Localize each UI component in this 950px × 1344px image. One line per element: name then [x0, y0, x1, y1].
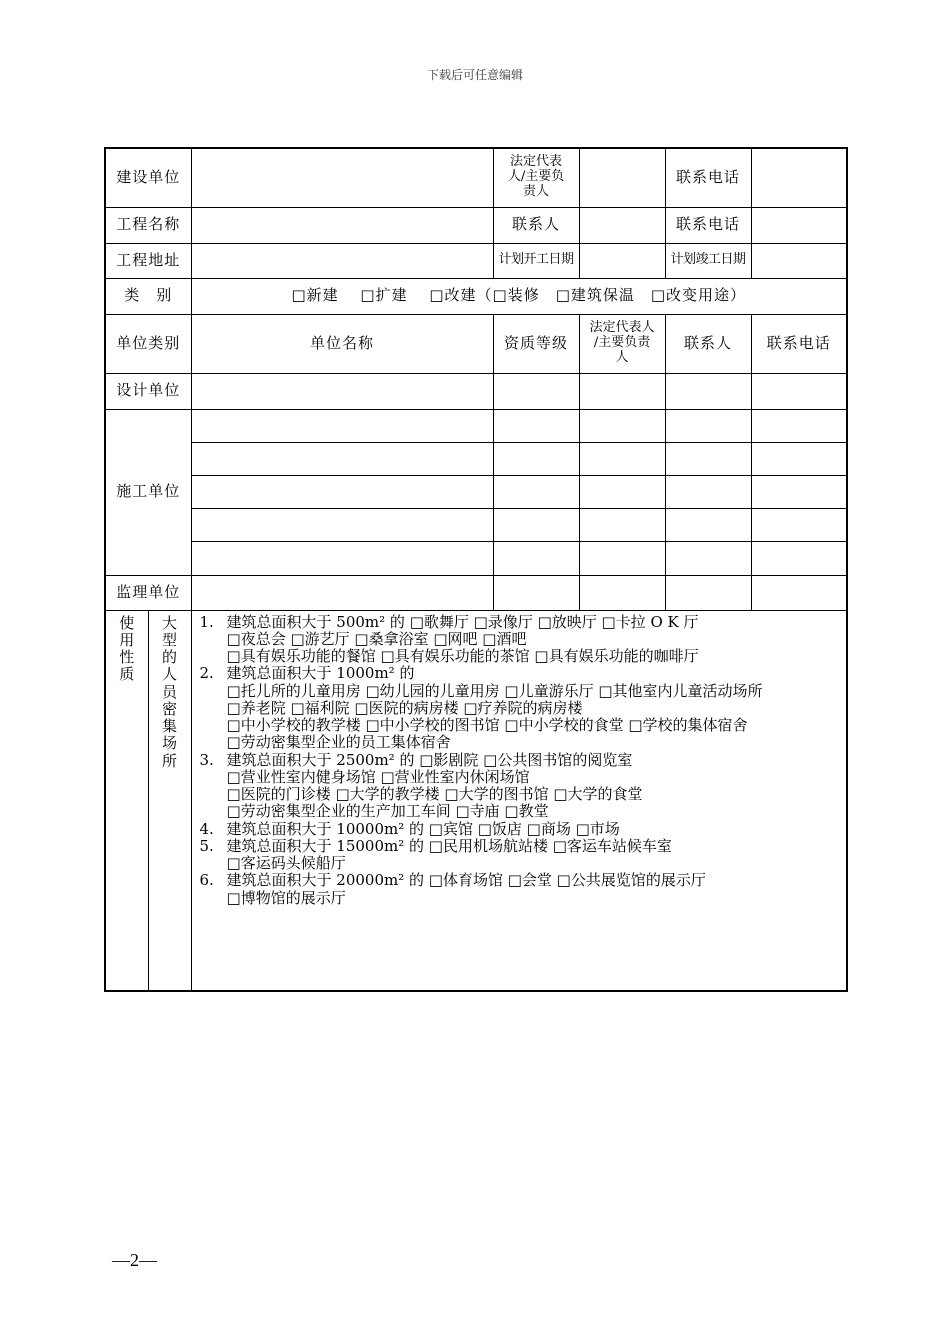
contractor-contact-field[interactable]	[665, 442, 751, 475]
label-category: 类 别	[105, 278, 191, 314]
label-phone-2: 联系电话	[665, 207, 751, 243]
row-design-unit	[105, 373, 847, 409]
supervision-unit-qualification-field[interactable]	[493, 575, 579, 610]
usage-nature-char: 性	[119, 648, 135, 666]
label-design-unit: 设计单位	[105, 373, 191, 409]
usage-options[interactable]	[191, 610, 847, 991]
usage-line-text: □中小学校的教学楼 □中小学校的图书馆 □中小学校的食堂 □学校的集体宿舍	[226, 716, 748, 734]
contractor-contact-field[interactable]	[665, 409, 751, 442]
crowded-places-char: 密	[162, 699, 178, 718]
usage-line-number: 3.	[199, 750, 214, 769]
row-usage-nature	[105, 610, 847, 991]
usage-nature-char: 用	[119, 630, 135, 649]
crowded-places-char: 的	[162, 648, 178, 666]
row-project-address	[105, 243, 847, 278]
contractor-legal-rep-field[interactable]	[579, 475, 665, 508]
usage-line[interactable]	[200, 631, 847, 648]
design-unit-qualification-field[interactable]	[493, 373, 579, 409]
usage-line[interactable]	[200, 786, 847, 803]
page-number: —2—	[112, 1250, 157, 1270]
usage-line[interactable]	[200, 665, 847, 682]
usage-nature-char: 使	[119, 613, 135, 632]
usage-line-number: 6.	[199, 871, 214, 890]
design-unit-legal-rep-field[interactable]	[579, 373, 665, 409]
design-unit-contact-field[interactable]	[665, 373, 751, 409]
usage-line-text: □客运码头候船厅	[226, 854, 346, 872]
header-note: 下载后可任意编辑	[426, 68, 523, 82]
row-contractor-4	[105, 508, 847, 541]
usage-line-text: □夜总会 □游艺厅 □桑拿浴室 □网吧 □酒吧	[226, 629, 527, 648]
crowded-places-char: 员	[162, 682, 178, 701]
contractor-phone-field[interactable]	[751, 409, 847, 442]
planned-finish-field[interactable]	[751, 243, 847, 278]
usage-line[interactable]	[200, 838, 847, 855]
usage-line[interactable]	[200, 734, 847, 751]
header-unit-type: 单位类别	[105, 314, 191, 373]
contractor-contact-field[interactable]	[665, 541, 751, 575]
label-legal-rep	[493, 148, 579, 207]
crowded-places-char: 场	[162, 734, 178, 753]
usage-line-text: □医院的门诊楼 □大学的教学楼 □大学的图书馆 □大学的食堂	[226, 785, 643, 803]
label-project-address: 工程地址	[105, 243, 191, 278]
contractor-contact-field[interactable]	[665, 475, 751, 508]
contractor-phone-field[interactable]	[751, 508, 847, 541]
usage-line[interactable]	[200, 890, 847, 907]
label-planned-start: 计划开工日期	[493, 243, 579, 278]
contractor-name-field[interactable]	[191, 475, 493, 508]
row-contractor-3	[105, 475, 847, 508]
crowded-places-char: 型	[162, 630, 178, 649]
usage-line[interactable]	[200, 717, 847, 734]
legal-rep-line3: 责人	[523, 184, 550, 200]
usage-line[interactable]	[200, 648, 847, 665]
legal-rep2-line2: /主要负责	[593, 335, 651, 351]
usage-line-text: 建筑总面积大于 1000m² 的	[226, 664, 415, 683]
usage-line-text: □托儿所的儿童用房 □幼儿园的儿童用房 □儿童游乐厅 □其他室内儿童活动场所	[226, 681, 763, 700]
row-contractor-1	[105, 409, 847, 442]
legal-rep2-line3: 人	[615, 349, 629, 365]
label-construction-contractor: 施工单位	[105, 409, 191, 575]
contractor-name-field[interactable]	[191, 409, 493, 442]
contractor-phone-field[interactable]	[751, 475, 847, 508]
phone-field-2[interactable]	[751, 207, 847, 243]
contractor-name-field[interactable]	[191, 442, 493, 475]
contractor-name-field[interactable]	[191, 508, 493, 541]
row-supervision-unit	[105, 575, 847, 610]
label-phone: 联系电话	[665, 148, 751, 207]
usage-line[interactable]	[200, 769, 847, 786]
supervision-unit-phone-field[interactable]	[751, 575, 847, 610]
design-unit-name-field[interactable]	[191, 373, 493, 409]
usage-line[interactable]	[200, 752, 847, 769]
construction-unit-field[interactable]	[191, 148, 493, 207]
label-supervision-unit: 监理单位	[105, 575, 191, 610]
contractor-legal-rep-field[interactable]	[579, 409, 665, 442]
usage-line-number: 1.	[199, 612, 214, 631]
contractor-qualification-field[interactable]	[493, 541, 579, 575]
usage-line-text: 建筑总面积大于 2500m² 的 □影剧院 □公共图书馆的阅览室	[226, 750, 633, 769]
contractor-qualification-field[interactable]	[493, 409, 579, 442]
usage-line-text: □博物馆的展示厅	[226, 888, 346, 907]
label-construction-unit: 建设单位	[105, 148, 191, 207]
contractor-legal-rep-field[interactable]	[579, 508, 665, 541]
legal-rep-line2: 人/主要负	[507, 169, 565, 185]
supervision-unit-legal-rep-field[interactable]	[579, 575, 665, 610]
usage-line-text: 建筑总面积大于 20000m² 的 □体育场馆 □会堂 □公共展览馆的展示厅	[226, 871, 706, 890]
usage-line-text: □营业性室内健身场馆 □营业性室内休闲场馆	[226, 767, 530, 786]
row-project-name	[105, 207, 847, 243]
planned-start-field[interactable]	[579, 243, 665, 278]
legal-rep-line1: 法定代表	[510, 154, 563, 170]
usage-line-text: 建筑总面积大于 15000m² 的 □民用机场航站楼 □客运车站候车室	[226, 836, 672, 855]
project-address-field[interactable]	[191, 243, 493, 278]
usage-line[interactable]	[200, 821, 847, 838]
usage-line-text: □具有娱乐功能的餐馆 □具有娱乐功能的茶馆 □具有娱乐功能的咖啡厅	[226, 647, 699, 665]
usage-line-text: 建筑总面积大于 10000m² 的 □宾馆 □饭店 □商场 □市场	[226, 819, 620, 838]
label-project-name: 工程名称	[105, 207, 191, 243]
row-contractor-2	[105, 442, 847, 475]
usage-line-number: 4.	[199, 819, 214, 838]
label-contact: 联系人	[493, 207, 579, 243]
label-crowded-places	[148, 610, 191, 991]
crowded-places-char: 大	[162, 613, 178, 632]
row-contractor-5	[105, 541, 847, 575]
usage-line[interactable]	[200, 872, 847, 889]
usage-line[interactable]	[200, 614, 847, 631]
header-phone: 联系电话	[751, 314, 847, 373]
usage-line-text: □劳动密集型企业的员工集体宿舍	[226, 733, 451, 752]
usage-line-text: □养老院 □福利院 □医院的病房楼 □疗养院的病房楼	[226, 698, 583, 717]
contractor-name-field[interactable]	[191, 541, 493, 575]
crowded-places-char: 所	[162, 751, 178, 770]
contractor-legal-rep-field[interactable]	[579, 541, 665, 575]
category-options[interactable]: □新建 □扩建 □改建（□装修 □建筑保温 □改变用途）	[191, 278, 847, 314]
usage-line[interactable]	[200, 683, 847, 700]
row-unit-header	[105, 314, 847, 373]
usage-line-number: 5.	[199, 836, 214, 855]
supervision-unit-contact-field[interactable]	[665, 575, 751, 610]
contractor-qualification-field[interactable]	[493, 508, 579, 541]
crowded-places-char: 人	[162, 665, 178, 684]
contractor-qualification-field[interactable]	[493, 475, 579, 508]
design-unit-phone-field[interactable]	[751, 373, 847, 409]
usage-line-number: 2.	[199, 664, 214, 683]
usage-line-text: 建筑总面积大于 500m² 的 □歌舞厅 □录像厅 □放映厅 □卡拉 O K 厅	[226, 612, 699, 631]
contractor-qualification-field[interactable]	[493, 442, 579, 475]
legal-rep2-line1: 法定代表人	[589, 320, 655, 336]
contractor-phone-field[interactable]	[751, 442, 847, 475]
row-construction-unit	[105, 148, 847, 207]
supervision-unit-name-field[interactable]	[191, 575, 493, 610]
usage-nature-char: 质	[119, 665, 135, 684]
usage-line[interactable]	[200, 855, 847, 872]
legal-rep-field[interactable]	[579, 148, 665, 207]
contractor-phone-field[interactable]	[751, 541, 847, 575]
phone-field[interactable]	[751, 148, 847, 207]
header-qualification: 资质等级	[493, 314, 579, 373]
contractor-contact-field[interactable]	[665, 508, 751, 541]
usage-line[interactable]	[200, 803, 847, 820]
header-legal-rep	[579, 314, 665, 373]
project-name-field[interactable]	[191, 207, 493, 243]
header-contact: 联系人	[665, 314, 751, 373]
label-planned-finish: 计划竣工日期	[665, 243, 751, 278]
label-usage-nature	[105, 610, 148, 991]
contact-field[interactable]	[579, 207, 665, 243]
row-category	[105, 278, 847, 314]
header-unit-name: 单位名称	[191, 314, 493, 373]
usage-line-text: □劳动密集型企业的生产加工车间 □寺庙 □教堂	[226, 802, 549, 821]
usage-line[interactable]	[200, 700, 847, 717]
contractor-legal-rep-field[interactable]	[579, 442, 665, 475]
crowded-places-char: 集	[162, 717, 178, 735]
registration-form-table	[104, 147, 848, 992]
